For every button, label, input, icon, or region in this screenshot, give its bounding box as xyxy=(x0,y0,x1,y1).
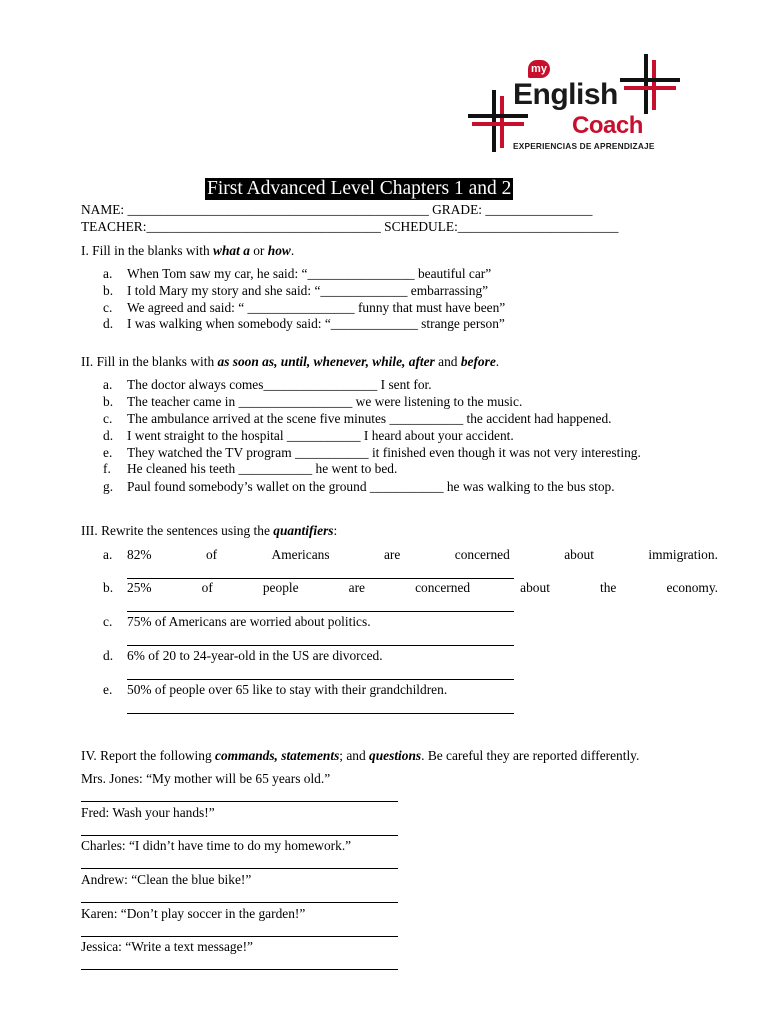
sentence-word: of xyxy=(205,547,218,562)
list-item: c. The ambulance arrived at the scene five minutes ___________ the accident had happened. xyxy=(103,411,612,426)
logo-english: English xyxy=(513,78,618,111)
cross-right-icon xyxy=(620,54,680,114)
sentence-word: economy. xyxy=(666,580,718,595)
logo-my: my xyxy=(528,60,550,78)
sentence-word: the xyxy=(600,580,617,595)
list-item: b. I told Mary my story and she said: “_____________ embarrassing” xyxy=(103,283,489,298)
sentence-word: are xyxy=(383,547,401,562)
list-item-marker: a. xyxy=(103,547,113,562)
list-item-marker: d. xyxy=(103,648,114,663)
list-item: a. When Tom saw my car, he said: “________________ beautiful car” xyxy=(103,266,492,281)
sentence-word: are xyxy=(348,580,365,595)
answer-line[interactable] xyxy=(81,936,398,937)
sentence-word: concerned xyxy=(454,547,510,562)
answer-line[interactable] xyxy=(127,679,514,680)
list-item: d. I went straight to the hospital ___________ I heard about your accident. xyxy=(103,428,514,443)
prompt-text: Andrew: “Clean the blue bike!” xyxy=(81,872,252,887)
sentence-word: Americans xyxy=(271,547,330,562)
answer-line[interactable] xyxy=(127,578,514,579)
sentence-word: about xyxy=(564,547,594,562)
sentence-word: 82% xyxy=(127,547,152,562)
sentence-word: immigration. xyxy=(648,547,718,562)
list-item-marker: b. xyxy=(103,580,114,595)
list-item-marker: e. xyxy=(103,682,113,697)
list-item: g. Paul found somebody’s wallet on the ground ___________ he was walking to the bus stop. xyxy=(103,479,615,494)
section-2-instruction: II. Fill in the blanks with as soon as, until, whenever, while, after and before. xyxy=(81,354,500,369)
prompt-text: Mrs. Jones: “My mother will be 65 years old.” xyxy=(81,771,331,786)
list-item-text: 50% of people over 65 like to stay with their grandchildren. xyxy=(127,682,448,697)
answer-line[interactable] xyxy=(81,868,398,869)
sentence-word: of xyxy=(201,580,213,595)
list-item-marker: c. xyxy=(103,614,113,629)
worksheet-title: First Advanced Level Chapters 1 and 2 xyxy=(207,178,512,199)
list-item-text: 75% of Americans are worried about politics. xyxy=(127,614,371,629)
answer-line[interactable] xyxy=(127,645,514,646)
answer-line[interactable] xyxy=(81,969,398,970)
answer-line[interactable] xyxy=(127,611,514,612)
prompt-text: Fred: Wash your hands!” xyxy=(81,805,215,820)
answer-line[interactable] xyxy=(127,713,514,714)
logo-coach: Coach xyxy=(572,112,643,139)
logo-tagline: EXPERIENCIAS DE APRENDIZAJE xyxy=(513,141,655,151)
list-item: c. We agreed and said: “ ________________ funny that must have been” xyxy=(103,300,506,315)
justified-sentence xyxy=(127,580,718,596)
list-item-text: 6% of 20 to 24-year-old in the US are divorced. xyxy=(127,648,383,663)
prompt-text: Jessica: “Write a text message!” xyxy=(81,939,253,954)
teacher-schedule-line[interactable]: TEACHER:___________________________________ SCHEDULE:________________________ xyxy=(81,219,619,234)
prompt-text: Karen: “Don’t play soccer in the garden!” xyxy=(81,906,306,921)
answer-line[interactable] xyxy=(81,801,398,802)
list-item: d. I was walking when somebody said: “_____________ strange person” xyxy=(103,316,505,331)
sentence-word: 25% xyxy=(127,580,152,595)
section-1-instruction: I. Fill in the blanks with what a or how. xyxy=(81,243,295,258)
section-3-instruction: III. Rewrite the sentences using the quantifiers: xyxy=(81,523,338,538)
list-item: b. The teacher came in _________________ we were listening to the music. xyxy=(103,394,523,409)
my-english-coach-logo xyxy=(468,50,683,158)
list-item: e. They watched the TV program ___________ it finished even though it was not very interesting. xyxy=(103,445,641,460)
answer-line[interactable] xyxy=(81,902,398,903)
answer-line[interactable] xyxy=(81,835,398,836)
list-item: f. He cleaned his teeth ___________ he went to bed. xyxy=(103,461,398,476)
sentence-word: about xyxy=(520,580,550,595)
sentence-word: concerned xyxy=(415,580,471,595)
justified-sentence xyxy=(127,547,718,563)
list-item: a. The doctor always comes_________________ I sent for. xyxy=(103,377,432,392)
section-4-instruction: IV. Report the following commands, statements; and questions. Be careful they are reported differently. xyxy=(81,748,640,763)
name-grade-line[interactable]: NAME: _____________________________________________ GRADE: ________________ xyxy=(81,202,593,217)
prompt-text: Charles: “I didn’t have time to do my homework.” xyxy=(81,838,352,853)
sentence-word: people xyxy=(262,580,299,595)
